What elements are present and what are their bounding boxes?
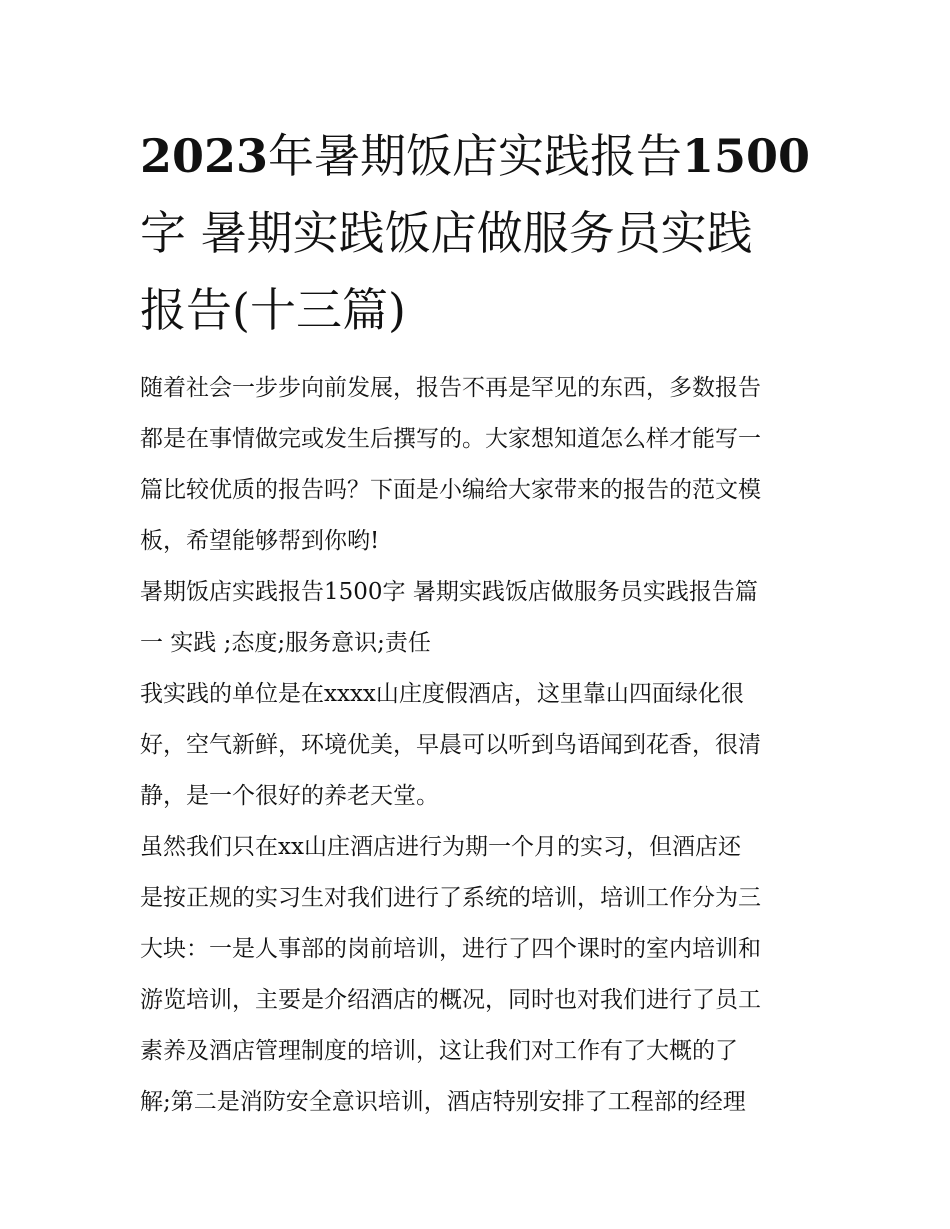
- paragraph-workplace: [140, 669, 812, 822]
- text-line: 随着社会一步步向前发展，报告不再是罕见的东西，多数报告: [140, 375, 761, 401]
- document-page: [140, 118, 812, 1128]
- document-title: [140, 118, 812, 349]
- title-line-2: 字 暑期实践饭店做服务员实践: [140, 206, 753, 260]
- text-line: 我实践的单位是在xxxx山庄度假酒店，这里靠山四面绿化很: [140, 681, 744, 707]
- title-text: 年暑期饭店实践报告: [268, 129, 683, 183]
- document-body: [140, 363, 812, 1128]
- title-year: 2023: [140, 129, 269, 183]
- title-line-1: [140, 118, 812, 195]
- text-line: 都是在事情做完或发生后撰写的。大家想知道怎么样才能写一: [140, 426, 761, 452]
- text-line: 游览培训，主要是介绍酒店的概况，同时也对我们进行了员工: [140, 987, 761, 1013]
- title-count: 1500: [682, 129, 811, 183]
- text-line: 静，是一个很好的养老天堂。: [140, 783, 439, 809]
- text-line: 一 实践 ;态度;服务意识;责任: [140, 630, 431, 656]
- paragraph-intro: [140, 363, 812, 567]
- text-line: 是按正规的实习生对我们进行了系统的培训，培训工作分为三: [140, 885, 761, 911]
- title-line-3: 报告(十三篇): [140, 283, 406, 337]
- paragraph-training: [140, 822, 812, 1128]
- text-line: 素养及酒店管理制度的培训，这让我们对工作有了大概的了: [140, 1038, 738, 1064]
- text-line: 板，希望能够帮到你哟!: [140, 528, 380, 554]
- text-line: 大块：一是人事部的岗前培训，进行了四个课时的室内培训和: [140, 936, 761, 962]
- text-line: 解;第二是消防安全意识培训，酒店特别安排了工程部的经理: [140, 1089, 746, 1115]
- text-line: 暑期饭店实践报告1500字 暑期实践饭店做服务员实践报告篇: [140, 579, 758, 605]
- text-line: 好，空气新鲜，环境优美，早晨可以听到鸟语闻到花香，很清: [140, 732, 761, 758]
- text-line: 篇比较优质的报告吗？下面是小编给大家带来的报告的范文模: [140, 477, 761, 503]
- text-line: 虽然我们只在xx山庄酒店进行为期一个月的实习，但酒店还: [140, 834, 741, 860]
- paragraph-section-heading: [140, 567, 812, 669]
